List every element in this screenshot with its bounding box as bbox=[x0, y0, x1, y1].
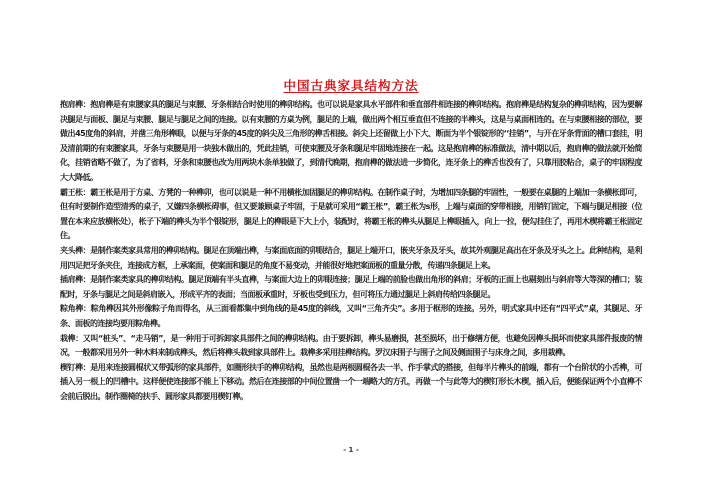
paragraph-zai-sun: 栽榫：又叫“桩头”、“走马销”，是一种用于可拆卸家具部件之间的榫卯结构。由于要拆卸，榫头易磨损，甚至损坏，出于修缮方便，也避免因榫头损坏而使家具部件报废的情况，一般都采用另外一种木料来制成榫头，然后将榫头栽到家具部件上。栽榫多采用挂榫结构。罗汉床围子与围子之间及侧面围子与床身之间，多用栽榫。 bbox=[60, 333, 642, 358]
paragraph-chajian-sun: 插肩榫：是制作案类家具的榫卯结构。腿足顶端有半头直榫，与案面大边上的卯眼连接；腿足上端的前脸也做出角形的斜肩；牙板的正面上也剔刻出与斜肩等大等深的槽口；装配时，牙条与腿足之间是斜肩嵌入，形成平齐的表面；当面板承重时，牙板也受到压力，但可将压力通过腿足上斜肩传给四条腿足。 bbox=[60, 275, 642, 299]
paragraph-xieding-sun: 楔钉榫：是用来连接圆棍状又带弧形的家具部件，如圈形扶手的榫卯结构，虽然也是两根圆棍各去一半、作手掌式的搭接，但每半片榫头的前端，都有一个台阶状的小舌榫，可插入另一根上的凹槽中。这样便使连接部不能上下移动。然后在连接部的中间位置凿一个一端略大的方孔，再做一个与此等大的楔钉形长木楔，插入后，便能保证两个小直榫不会前后脱出。制作圈椅的扶手、圆形家具都要用楔钉榫。 bbox=[60, 362, 642, 401]
paragraph-jiatou-sun: 夹头榫：是制作案类家具常用的榫卯结构。腿足在顶端出榫，与案面底面的卯眼结合，腿足上端开口，嵌夹牙条及牙头，故其外观腿足高出在牙条及牙头之上。此种结构，是利用四足把牙条夹住，连接成方框，上承案面，使案面和腿足的角度不易变动，并能很好地把案面板的重量分散，传递四条腿足上来。 bbox=[60, 245, 642, 270]
document-title: 中国古典家具结构方法 bbox=[283, 78, 419, 93]
document-body bbox=[60, 98, 642, 404]
page-number: - 1 - bbox=[343, 446, 359, 454]
paragraph-baojian-sun: 抱肩榫：抱肩榫是有束腰家具的腿足与束腰、牙条相结合时使用的榫卯结构。也可以说是家具水平部件和垂直部件相连接的榫卯结构。抱肩榫是结构复杂的榫卯结构，因为要解决腿足与面板、腿足与束腰、腿足与腿足之间的连接。以有束腰的方桌为例，腿足的上端，做出两个相互垂直但不连接的半榫头，这是与桌面相连的。在与束腰相接的部位，要做出45度角的斜肩，并凿三角形榫眼，以便与牙条的45度的斜尖及三角形的榫舌相接。斜尖上还留做上小下大、断面为半个银锭形的‘‘挂销”，与开在牙条背面的槽口套挂，明及清前期的有束腰家具，牙条与束腰是用一块独木做出的，凭此挂销，可使束腰及牙条和腿足牢固地连接在一起。这是抱肩榫的标准做法，清中期以后，抱肩榫的做法就开始简化，挂销省略不做了，为了省料，牙条和束腰也改为用两块木条单独做了，到清代晚期，抱肩榫的做法进一步简化，连牙条上的榫舌也没有了，只靠用胶粘合，桌子的牢固程度大大降低。 bbox=[60, 100, 643, 182]
paragraph-bawang-cheng: 霸王枨：霸王枨是用于方桌、方凳的一种榫卯，也可以说是一种不用横枨加固腿足的榫卯结构。在制作桌子时，为增加四条腿的牢固性，一般要在桌腿的上端加一条横枨即可，但有时要制作造型清秀的桌子，又嫌四条横枨碍事，但又要兼顾桌子牢固，于是就可采用“霸王枨”，霸王枨为s形，上端与桌面的穿带相接，用销钉固定，下端与腿足相接（位置在本来应放横枨处），枨子下端的榫头为半个银锭形，腿足上的榫眼是下大上小，装配时，将霸王枨的榫头从腿足上榫眼插入，向上一拉，便勾挂住了，再用木楔将霸王枨固定住。 bbox=[60, 187, 642, 241]
paragraph-zongjiao-sun: 粽角榫：粽角榫因其外形像粽子角而得名，从三面看都集中到角线的是45度的斜线，又叫“三角齐尖”。多用于框形的连接。另外，明式家具中还有“四平式”桌，其腿足、牙条、面板的连接均要用粽角榫。 bbox=[60, 304, 642, 328]
